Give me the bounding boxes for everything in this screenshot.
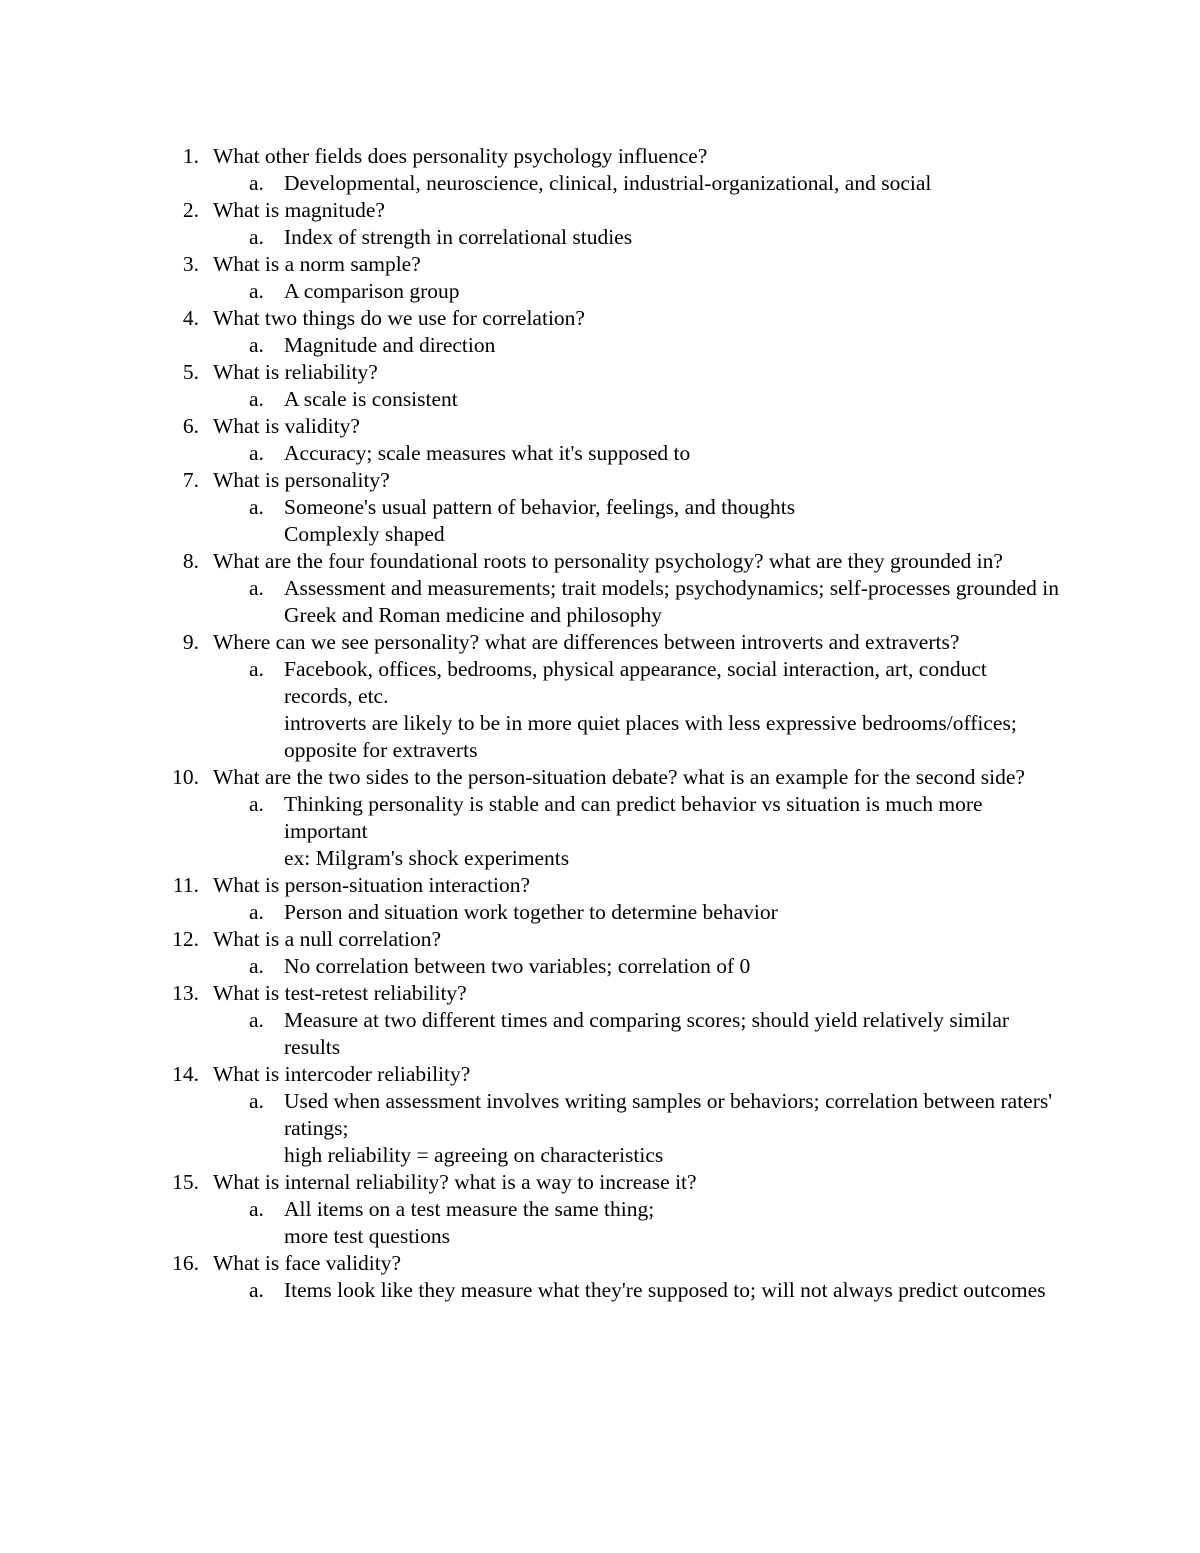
- question-text: What is intercoder reliability?: [213, 1062, 471, 1086]
- question-text: What other fields does personality psychology influence?: [213, 144, 708, 168]
- question-text: What are the two sides to the person-situation debate? what is an example for the second side?: [213, 765, 1025, 789]
- answer-item: [0, 1088, 1200, 1169]
- question-text: What is person-situation interaction?: [213, 873, 531, 897]
- question-item: [0, 980, 1200, 1007]
- answer-letter: a.: [249, 171, 264, 195]
- question-text: What is personality?: [213, 468, 390, 492]
- question-number: 8.: [182, 549, 199, 573]
- question-list: [0, 143, 1200, 1304]
- answer-text: All items on a test measure the same thing;: [284, 1197, 655, 1221]
- question-number: 9.: [182, 630, 199, 654]
- answer-text: Developmental, neuroscience, clinical, industrial-organizational, and social: [284, 171, 932, 195]
- answer-letter: a.: [249, 279, 264, 303]
- answer-text: Person and situation work together to determine behavior: [284, 900, 778, 924]
- answer-item: [0, 332, 1200, 359]
- question-number: 11.: [172, 873, 199, 897]
- answer-item: [0, 440, 1200, 467]
- answer-text: A scale is consistent: [284, 387, 458, 411]
- answer-letter: a.: [249, 657, 264, 681]
- question-number: 15.: [172, 1170, 199, 1194]
- question-text: What is a null correlation?: [213, 927, 442, 951]
- question-number: 4.: [182, 306, 199, 330]
- question-item: [0, 1169, 1200, 1196]
- answer-text: A comparison group: [284, 279, 460, 303]
- answer-item: [0, 575, 1200, 629]
- answer-item: [0, 1007, 1200, 1061]
- answer-letter: a.: [249, 333, 264, 357]
- question-item: [0, 872, 1200, 899]
- answer-letter: a.: [249, 225, 264, 249]
- answer-item: [0, 224, 1200, 251]
- question-number: 5.: [182, 360, 199, 384]
- question-number: 6.: [182, 414, 199, 438]
- answer-text: Magnitude and direction: [284, 333, 496, 357]
- answer-text: Index of strength in correlational studies: [284, 225, 633, 249]
- answer-letter: a.: [249, 792, 264, 816]
- answer-text: Assessment and measurements; trait models; psychodynamics; self-processes grounded in Greek and Roman medicine and philosophy: [284, 576, 1060, 627]
- answer-letter: a.: [249, 387, 264, 411]
- answer-text: Thinking personality is stable and can predict behavior vs situation is much more important: [284, 792, 983, 843]
- question-item: [0, 467, 1200, 494]
- question-item: [0, 305, 1200, 332]
- question-text: What is face validity?: [213, 1251, 402, 1275]
- question-item: [0, 143, 1200, 170]
- question-text: What is test-retest reliability?: [213, 981, 467, 1005]
- answer-letter: a.: [249, 900, 264, 924]
- answer-text: introverts are likely to be in more quiet places with less expressive bedrooms/offices; opposite for extraverts: [284, 711, 1017, 762]
- answer-item: [0, 494, 1200, 548]
- question-text: What are the four foundational roots to personality psychology? what are they grounded in?: [213, 549, 1003, 573]
- answer-item: [0, 791, 1200, 872]
- answer-text: Facebook, offices, bedrooms, physical appearance, social interaction, art, conduct records, etc.: [284, 657, 987, 708]
- answer-item: [0, 953, 1200, 980]
- answer-text: high reliability = agreeing on characteristics: [284, 1143, 664, 1167]
- answer-text: ex: Milgram's shock experiments: [284, 846, 570, 870]
- question-item: [0, 1250, 1200, 1277]
- question-number: 7.: [182, 468, 199, 492]
- question-text: What is internal reliability? what is a way to increase it?: [213, 1170, 697, 1194]
- question-item: [0, 197, 1200, 224]
- question-text: What is validity?: [213, 414, 360, 438]
- question-item: [0, 1061, 1200, 1088]
- answer-letter: a.: [249, 1008, 264, 1032]
- question-number: 16.: [172, 1251, 199, 1275]
- question-number: 2.: [182, 198, 199, 222]
- question-item: [0, 926, 1200, 953]
- question-number: 1.: [182, 144, 199, 168]
- question-item: [0, 251, 1200, 278]
- answer-text: Someone's usual pattern of behavior, feelings, and thoughts: [284, 495, 796, 519]
- question-item: [0, 413, 1200, 440]
- question-item: [0, 629, 1200, 656]
- answer-letter: a.: [249, 954, 264, 978]
- answer-item: [0, 386, 1200, 413]
- answer-item: [0, 278, 1200, 305]
- question-text: What is magnitude?: [213, 198, 385, 222]
- answer-item: [0, 656, 1200, 764]
- answer-item: [0, 170, 1200, 197]
- answer-item: [0, 899, 1200, 926]
- answer-letter: a.: [249, 441, 264, 465]
- answer-letter: a.: [249, 1089, 264, 1113]
- answer-item: [0, 1196, 1200, 1250]
- answer-text: Measure at two different times and comparing scores; should yield relatively similar results: [284, 1008, 1010, 1059]
- answer-text: Items look like they measure what they're supposed to; will not always predict outcomes: [284, 1278, 1046, 1302]
- answer-item: [0, 1277, 1200, 1304]
- answer-text: Accuracy; scale measures what it's supposed to: [284, 441, 691, 465]
- question-number: 3.: [182, 252, 199, 276]
- answer-letter: a.: [249, 1278, 264, 1302]
- question-number: 12.: [172, 927, 199, 951]
- question-item: [0, 359, 1200, 386]
- answer-letter: a.: [249, 1197, 264, 1221]
- answer-text: No correlation between two variables; correlation of 0: [284, 954, 751, 978]
- answer-letter: a.: [249, 495, 264, 519]
- answer-text: more test questions: [284, 1224, 451, 1248]
- answer-letter: a.: [249, 576, 264, 600]
- question-item: [0, 764, 1200, 791]
- answer-text: Complexly shaped: [284, 522, 445, 546]
- answer-text: Used when assessment involves writing samples or behaviors; correlation between raters' ratings;: [284, 1089, 1053, 1140]
- question-number: 14.: [172, 1062, 199, 1086]
- question-item: [0, 548, 1200, 575]
- question-number: 10.: [172, 765, 199, 789]
- question-number: 13.: [172, 981, 199, 1005]
- question-text: What is reliability?: [213, 360, 378, 384]
- question-text: What two things do we use for correlation?: [213, 306, 585, 330]
- question-text: What is a norm sample?: [213, 252, 421, 276]
- question-text: Where can we see personality? what are differences between introverts and extraverts?: [213, 630, 960, 654]
